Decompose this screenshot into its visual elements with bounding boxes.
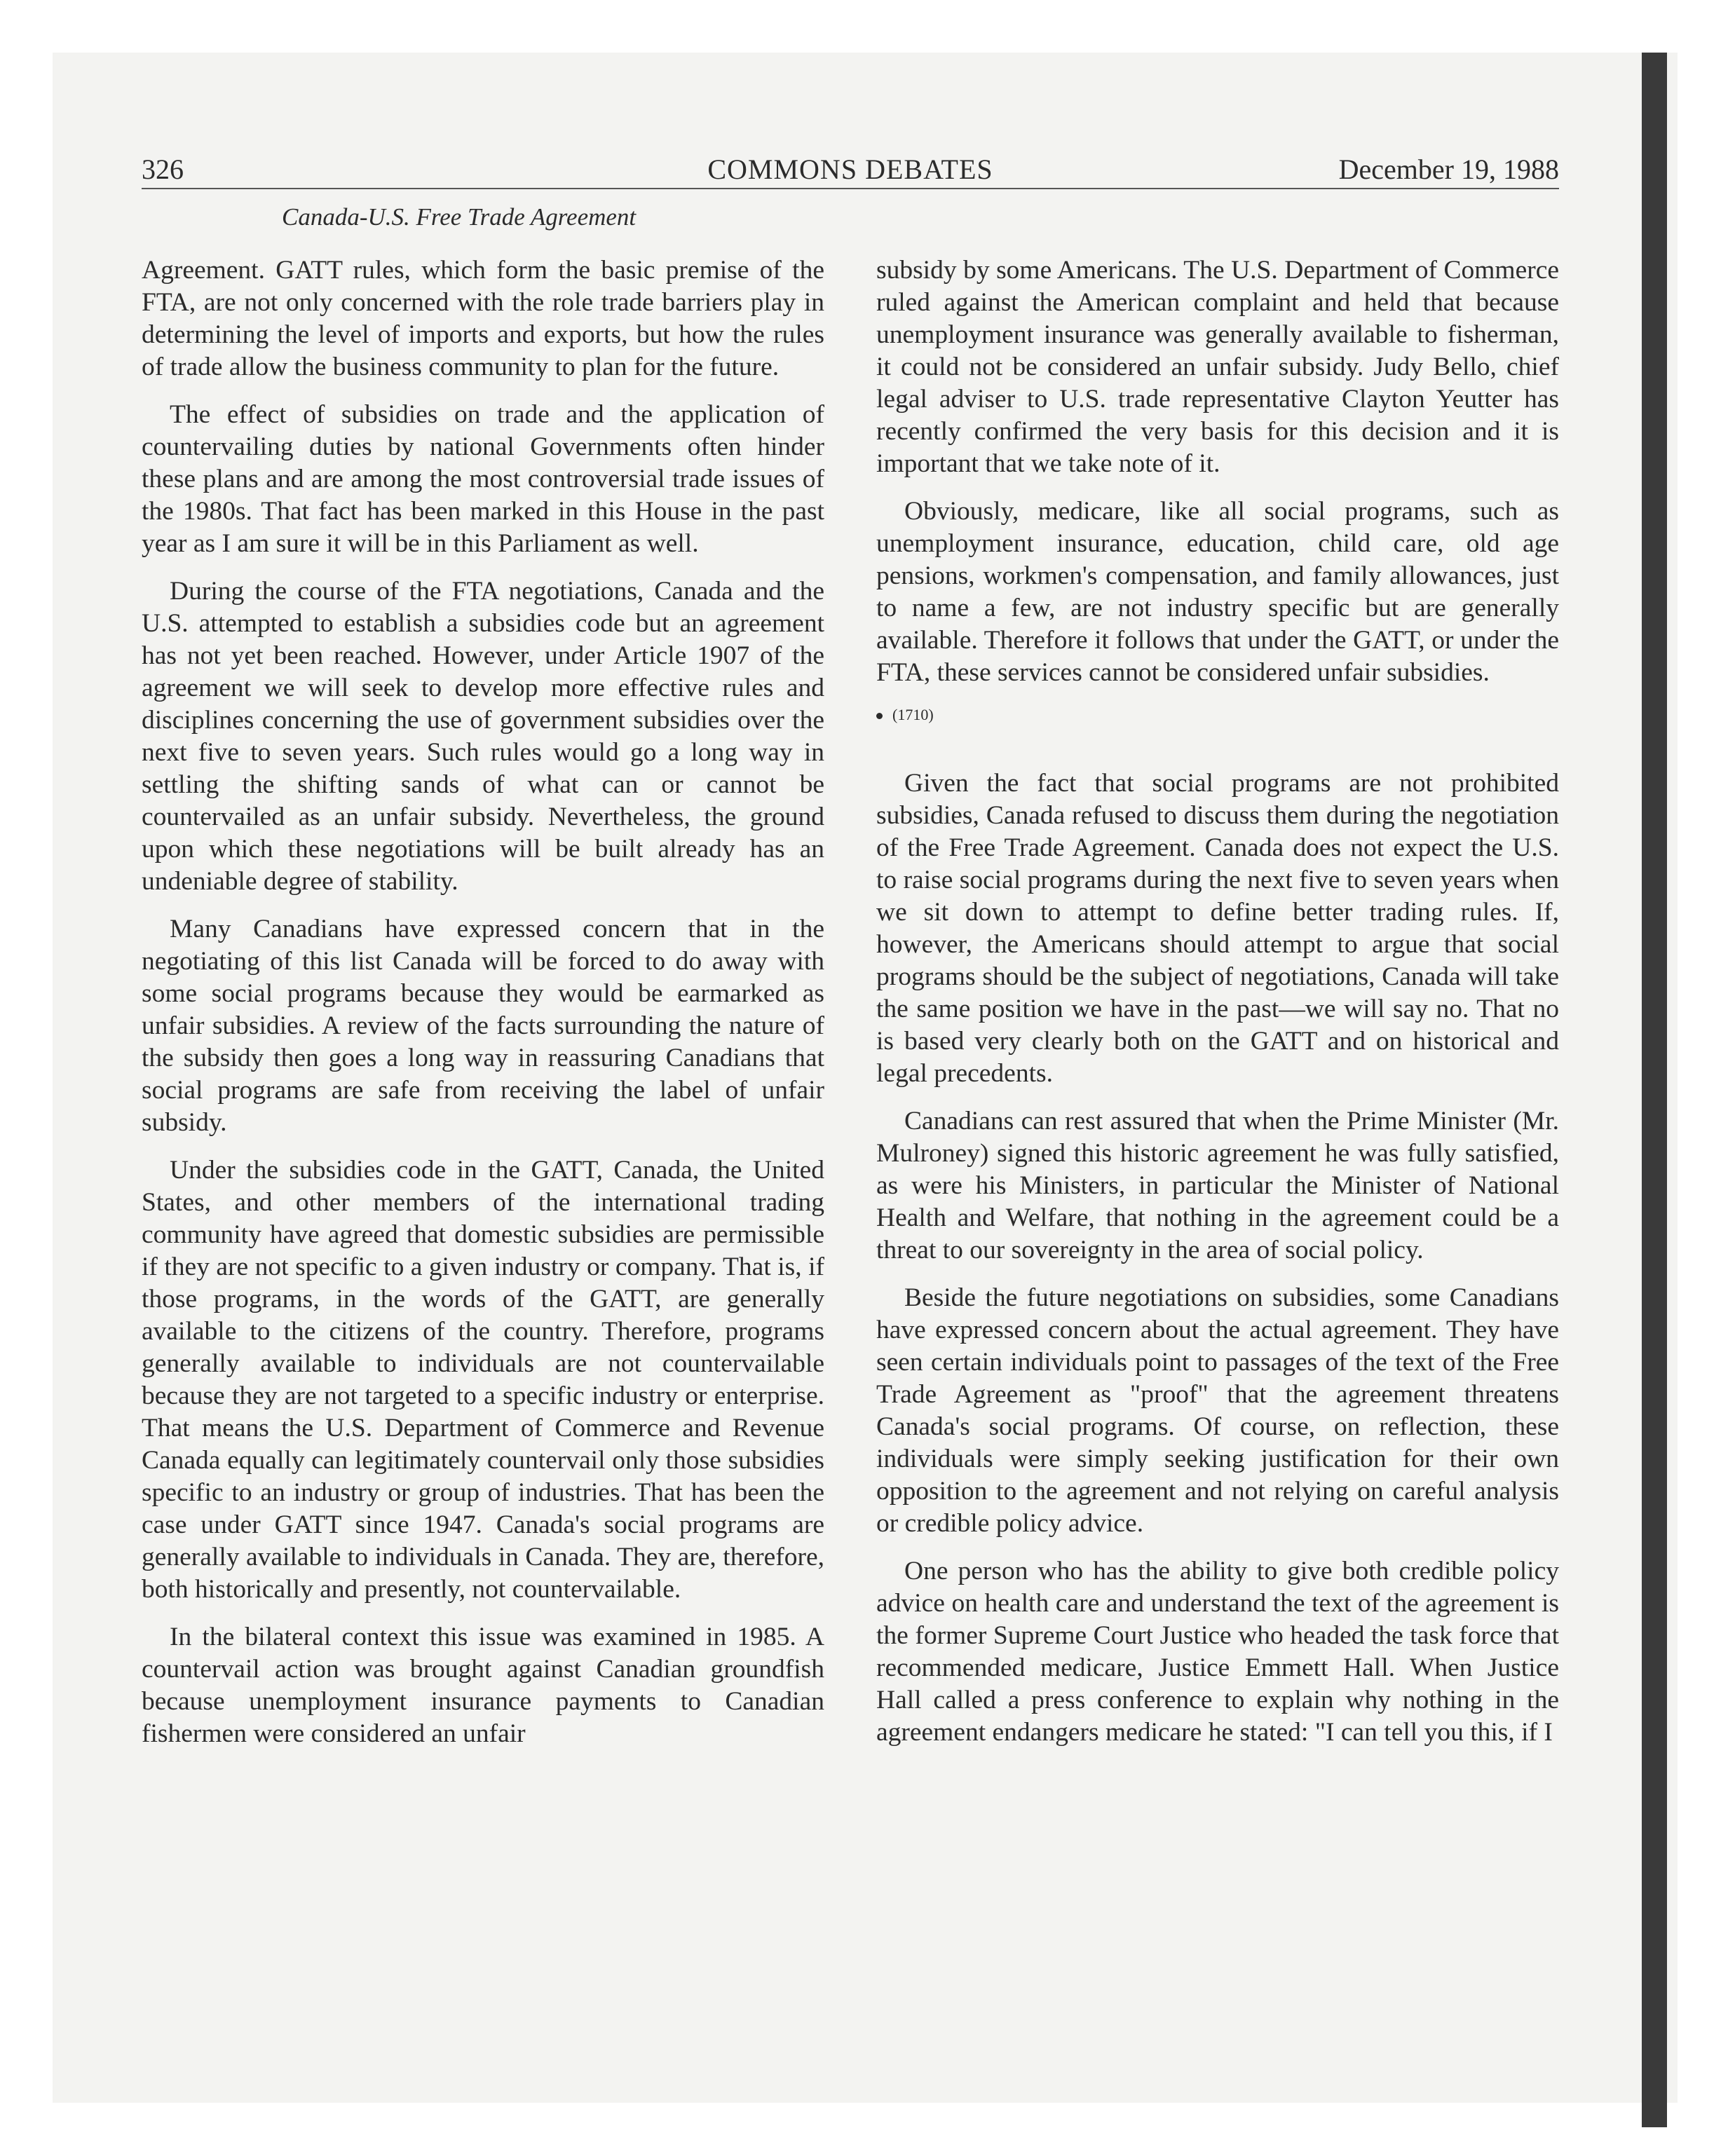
scan-edge-shadow bbox=[1642, 53, 1667, 2127]
publication-title: COMMONS DEBATES bbox=[707, 153, 993, 185]
paragraph: One person who has the ability to give both credible policy advice on health care and understand the text of the agreement is the former Supreme Court Justice who headed the task force that recommended medicare, Justice Emmett Hall. When Justice Hall called a press conference to explain why nothing in the agreement endangers medicare he stated: "I can tell you this, if I bbox=[876, 1557, 1559, 1747]
paragraph: During the course of the FTA negotiations, Canada and the U.S. attempted to establish a subsidies code but an agreement has not yet been reached. However, under Article 1907 of the agreement we will seek to develop more effective rules and disciplines concerning the use of government subsidies over the next five to seven years. Such rules would go a long way in settling the shifting sands of what can or cannot be countervailed as an unfair subsidy. Nevertheless, the ground upon which these negotiations will be built already has an undeniable degree of stability. bbox=[142, 577, 824, 896]
paragraph: Beside the future negotiations on subsidies, some Canadians have expressed concern about the actual agreement. They have seen certain individuals point to passages of the text of the Free Trade Agreement as "proof" that the agreement threatens Canada's social programs. Of course, on reflection, these individuals were simply seeking justification for their own opposition to the agreement and not relying on careful analysis or credible policy advice. bbox=[876, 1283, 1559, 1538]
left-column bbox=[142, 254, 824, 1766]
page-header bbox=[142, 153, 1559, 191]
paragraph: The effect of subsidies on trade and the application of countervailing duties by national Governments often hinder these plans and are among the most controversial trade issues of the 1980s. That fact has been marked in this House in the past year as I am sure it will be in this Parliament as well. bbox=[142, 400, 824, 558]
paragraph: Obviously, medicare, like all social programs, such as unemployment insurance, education, child care, old age pensions, workmen's compensation, and family allowances, just to name a few, are not industry specific but are generally available. Therefore it follows that under the GATT, or under the FTA, these services cannot be considered unfair subsidies. bbox=[876, 497, 1559, 687]
time-marker-text: (1710) bbox=[892, 706, 934, 723]
time-marker bbox=[876, 704, 1559, 725]
page-number: 326 bbox=[142, 153, 184, 185]
header-rule bbox=[142, 188, 1559, 189]
paragraph: Agreement. GATT rules, which form the basic premise of the FTA, are not only concerned with the role trade barriers play in determining the level of imports and exports, but how the rules of trade allow the business community to plan for the future. bbox=[142, 256, 824, 381]
paragraph: Many Canadians have expressed concern that in the negotiating of this list Canada will be forced to do away with some social programs because they would be earmarked as unfair subsidies. A review of the facts surrounding the nature of the subsidy then goes a long way in reassuring Canadians that social programs are safe from receiving the label of unfair subsidy. bbox=[142, 915, 824, 1137]
publication-date: December 19, 1988 bbox=[1338, 153, 1559, 185]
paragraph: In the bilateral context this issue was examined in 1985. A countervail action was brought against Canadian groundfish because unemployment insurance payments to Canadian fishermen were considered an unfair bbox=[142, 1623, 824, 1748]
section-title: Canada-U.S. Free Trade Agreement bbox=[282, 203, 637, 231]
paragraph: Canadians can rest assured that when the Prime Minister (Mr. Mulroney) signed this historic agreement he was fully satisfied, as were his Ministers, in particular the Minister of National Health and Welfare, that nothing in the agreement could be a threat to our sovereignty in the area of social policy. bbox=[876, 1107, 1559, 1264]
right-column bbox=[876, 254, 1559, 1764]
paragraph: subsidy by some Americans. The U.S. Department of Commerce ruled against the American complaint and held that because unemployment insurance was generally available to fisherman, it could not be considered an unfair subsidy. Judy Bello, chief legal adviser to U.S. trade representative Clayton Yeutter has recently confirmed the very basis for this decision and it is important that we take note of it. bbox=[876, 256, 1559, 478]
bullet-icon bbox=[876, 713, 883, 719]
paragraph: Under the subsidies code in the GATT, Canada, the United States, and other members of the international trading community have agreed that domestic subsidies are permissible if they are not specific to a given industry or company. That is, if those programs, in the words of the GATT, are generally available to the citizens of the country. Therefore, programs generally available to individuals are not countervailable because they are not targeted to a specific industry or enterprise. That means the U.S. Department of Commerce and Revenue Canada equally can legitimately countervail only those subsidies specific to an industry or group of industries. That has been the case under GATT since 1947. Canada's social programs are generally available to individuals in Canada. They are, therefore, both historically and presently, not countervailable. bbox=[142, 1156, 824, 1604]
paragraph: Given the fact that social programs are not prohibited subsidies, Canada refused to discuss them during the negotiation of the Free Trade Agreement. Canada does not expect the U.S. to raise social programs during the next five to seven years when we sit down to attempt to define better trading rules. If, however, the Americans should attempt to argue that social programs should be the subject of negotiations, Canada will take the same position we have in the past—we will say no. That no is based very clearly both on the GATT and on historical and legal precedents. bbox=[876, 769, 1559, 1088]
